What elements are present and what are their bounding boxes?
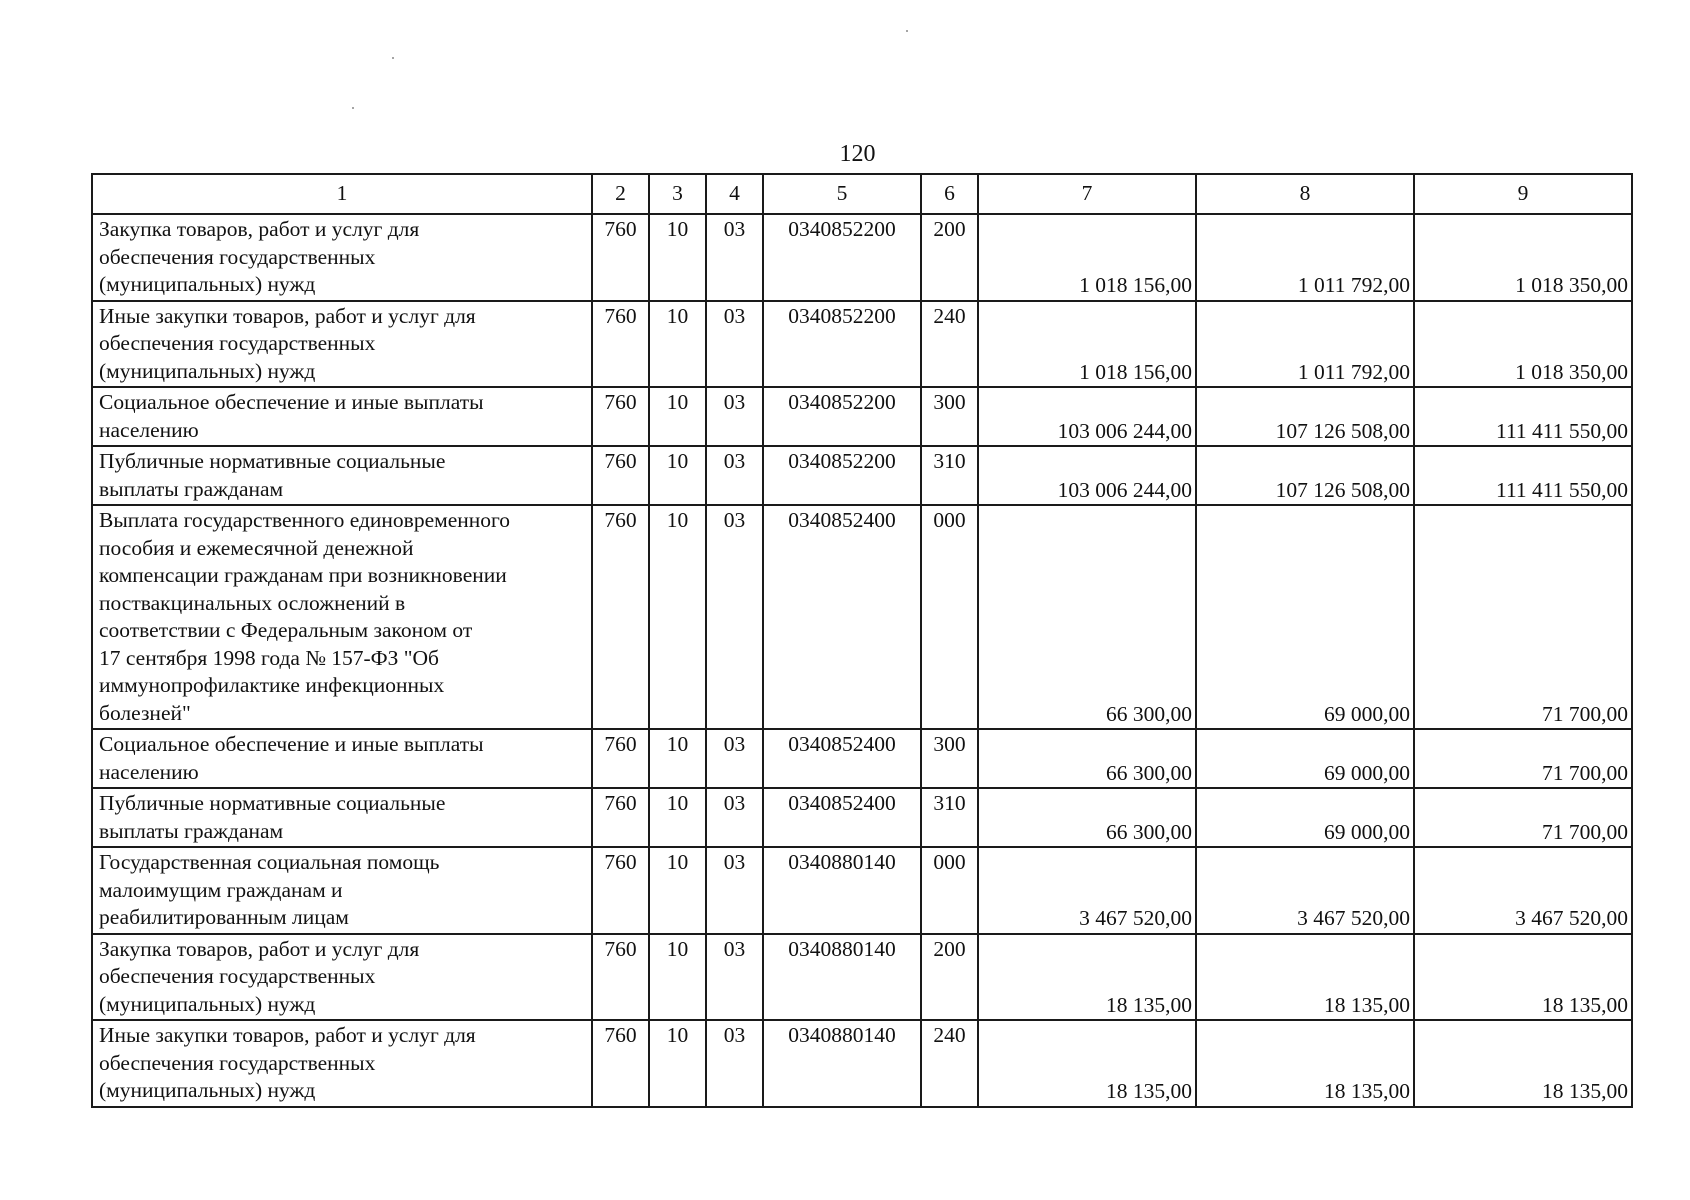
column-header: 4 [706,174,763,214]
expense-name [92,788,592,847]
table-row [92,214,1632,301]
column-header: 5 [763,174,921,214]
target-article-code: 0340880140 [763,847,921,934]
table-row [92,301,1632,388]
target-article-code: 0340852400 [763,788,921,847]
expense-type-code: 000 [921,847,978,934]
column-header: 2 [592,174,649,214]
expense-name-line: 17 сентября 1998 года № 157-ФЗ "Об [99,645,440,670]
section-code: 10 [649,934,706,1021]
amount-col-8: 69 000,00 [1196,505,1414,729]
target-article-code: 0340880140 [763,1020,921,1107]
expense-type-code: 200 [921,214,978,301]
expense-name-line: Социальное обеспечение и иные выплаты [99,732,484,756]
amount-col-7: 66 300,00 [978,505,1196,729]
amount-col-8: 1 011 792,00 [1196,301,1414,388]
column-header: 9 [1414,174,1632,214]
table-row [92,788,1632,847]
amount-col-9: 111 411 550,00 [1414,387,1632,446]
column-number-row [92,174,1632,214]
expense-name-line: Публичные нормативные социальные [99,449,446,473]
expense-type-code: 310 [921,446,978,505]
budget-table [91,173,1633,1108]
amount-col-9: 71 700,00 [1414,729,1632,788]
expense-name-line: (муниципальных) нужд [99,358,316,383]
expense-name [92,301,592,388]
column-header: 7 [978,174,1196,214]
table-row [92,446,1632,505]
expense-name-line: Государственная социальная помощь [99,850,440,874]
expense-name [92,446,592,505]
table-body [92,214,1632,1107]
expense-name-line: соответствии с Федеральным законом от [99,618,473,642]
expense-type-code: 310 [921,788,978,847]
expense-name-line: малоимущим гражданам и [99,877,343,902]
scan-speck [392,57,394,59]
expense-name [92,934,592,1021]
subsection-code: 03 [706,446,763,505]
target-article-code: 0340852200 [763,387,921,446]
expense-type-code: 300 [921,387,978,446]
table-row [92,1020,1632,1107]
expense-name-line: иммунопрофилактике инфекционных [99,673,445,697]
expense-name-line: Иные закупки товаров, работ и услуг для [99,303,476,328]
subsection-code: 03 [706,505,763,729]
amount-col-9: 71 700,00 [1414,505,1632,729]
expense-name-line: (муниципальных) нужд [99,1078,316,1102]
expense-name-line: реабилитированным лицам [99,905,349,929]
section-code: 10 [649,214,706,301]
target-article-code: 0340852200 [763,301,921,388]
amount-col-9: 71 700,00 [1414,788,1632,847]
amount-col-7: 103 006 244,00 [978,446,1196,505]
amount-col-7: 103 006 244,00 [978,387,1196,446]
expense-type-code: 300 [921,729,978,788]
subsection-code: 03 [706,214,763,301]
ministry-code: 760 [592,934,649,1021]
amount-col-9: 18 135,00 [1414,934,1632,1021]
expense-name-line: населению [99,759,199,784]
amount-col-8: 18 135,00 [1196,1020,1414,1107]
ministry-code: 760 [592,1020,649,1107]
amount-col-8: 107 126 508,00 [1196,446,1414,505]
expense-name [92,387,592,446]
subsection-code: 03 [706,387,763,446]
subsection-code: 03 [706,1020,763,1107]
subsection-code: 03 [706,729,763,788]
amount-col-9: 1 018 350,00 [1414,214,1632,301]
expense-name-line: обеспечения государственных [99,244,376,269]
section-code: 10 [649,301,706,388]
expense-name-line: пособия и ежемесячной денежной [99,535,414,560]
expense-name-line: компенсации гражданам при возникновении [99,563,507,587]
expense-name [92,1020,592,1107]
expense-type-code: 240 [921,301,978,388]
table-row [92,387,1632,446]
expense-name-line: обеспечения государственных [99,331,376,355]
ministry-code: 760 [592,788,649,847]
scan-speck [352,107,354,109]
table-row [92,505,1632,729]
section-code: 10 [649,788,706,847]
expense-type-code: 240 [921,1020,978,1107]
amount-col-7: 66 300,00 [978,788,1196,847]
amount-col-7: 3 467 520,00 [978,847,1196,934]
ministry-code: 760 [592,214,649,301]
expense-name-line: выплаты гражданам [99,476,284,501]
scan-speck [906,30,908,32]
amount-col-8: 69 000,00 [1196,788,1414,847]
ministry-code: 760 [592,505,649,729]
section-code: 10 [649,729,706,788]
amount-col-7: 1 018 156,00 [978,214,1196,301]
amount-col-7: 1 018 156,00 [978,301,1196,388]
target-article-code: 0340880140 [763,934,921,1021]
expense-name-line: Социальное обеспечение и иные выплаты [99,390,484,414]
expense-name [92,214,592,301]
expense-name-line: Иные закупки товаров, работ и услуг для [99,1023,476,1047]
section-code: 10 [649,387,706,446]
expense-name-line: Закупка товаров, работ и услуг для [99,217,420,241]
ministry-code: 760 [592,446,649,505]
subsection-code: 03 [706,301,763,388]
column-header: 3 [649,174,706,214]
amount-col-8: 3 467 520,00 [1196,847,1414,934]
subsection-code: 03 [706,788,763,847]
target-article-code: 0340852200 [763,446,921,505]
expense-type-code: 200 [921,934,978,1021]
target-article-code: 0340852400 [763,729,921,788]
subsection-code: 03 [706,847,763,934]
target-article-code: 0340852400 [763,505,921,729]
ministry-code: 760 [592,847,649,934]
expense-name-line: Выплата государственного единовременного [99,508,511,532]
table-row [92,847,1632,934]
page-number: 120 [839,141,876,167]
section-code: 10 [649,1020,706,1107]
ministry-code: 760 [592,387,649,446]
amount-col-7: 18 135,00 [978,1020,1196,1107]
section-code: 10 [649,847,706,934]
target-article-code: 0340852200 [763,214,921,301]
amount-col-7: 66 300,00 [978,729,1196,788]
section-code: 10 [649,505,706,729]
expense-name [92,847,592,934]
amount-col-9: 3 467 520,00 [1414,847,1632,934]
expense-name-line: Закупка товаров, работ и услуг для [99,936,420,961]
ministry-code: 760 [592,729,649,788]
subsection-code: 03 [706,934,763,1021]
ministry-code: 760 [592,301,649,388]
amount-col-8: 1 011 792,00 [1196,214,1414,301]
expense-name-line: населению [99,417,199,442]
expense-name [92,729,592,788]
expense-name-line: выплаты гражданам [99,818,284,843]
amount-col-9: 1 018 350,00 [1414,301,1632,388]
amount-col-9: 18 135,00 [1414,1020,1632,1107]
amount-col-9: 111 411 550,00 [1414,446,1632,505]
expense-name-line: обеспечения государственных [99,964,376,988]
amount-col-7: 18 135,00 [978,934,1196,1021]
expense-name-line: (муниципальных) нужд [99,272,316,296]
section-code: 10 [649,446,706,505]
expense-name-line: обеспечения государственных [99,1050,376,1075]
amount-col-8: 107 126 508,00 [1196,387,1414,446]
expense-name-line: болезней" [99,700,191,725]
column-header: 8 [1196,174,1414,214]
column-header: 6 [921,174,978,214]
expense-type-code: 000 [921,505,978,729]
amount-col-8: 18 135,00 [1196,934,1414,1021]
table-row [92,934,1632,1021]
table-row [92,729,1632,788]
expense-name-line: (муниципальных) нужд [99,991,316,1016]
expense-name-line: поствакцинальных осложнений в [99,590,406,615]
column-header: 1 [92,174,592,214]
expense-name-line: Публичные нормативные социальные [99,791,446,815]
expense-name [92,505,592,729]
amount-col-8: 69 000,00 [1196,729,1414,788]
